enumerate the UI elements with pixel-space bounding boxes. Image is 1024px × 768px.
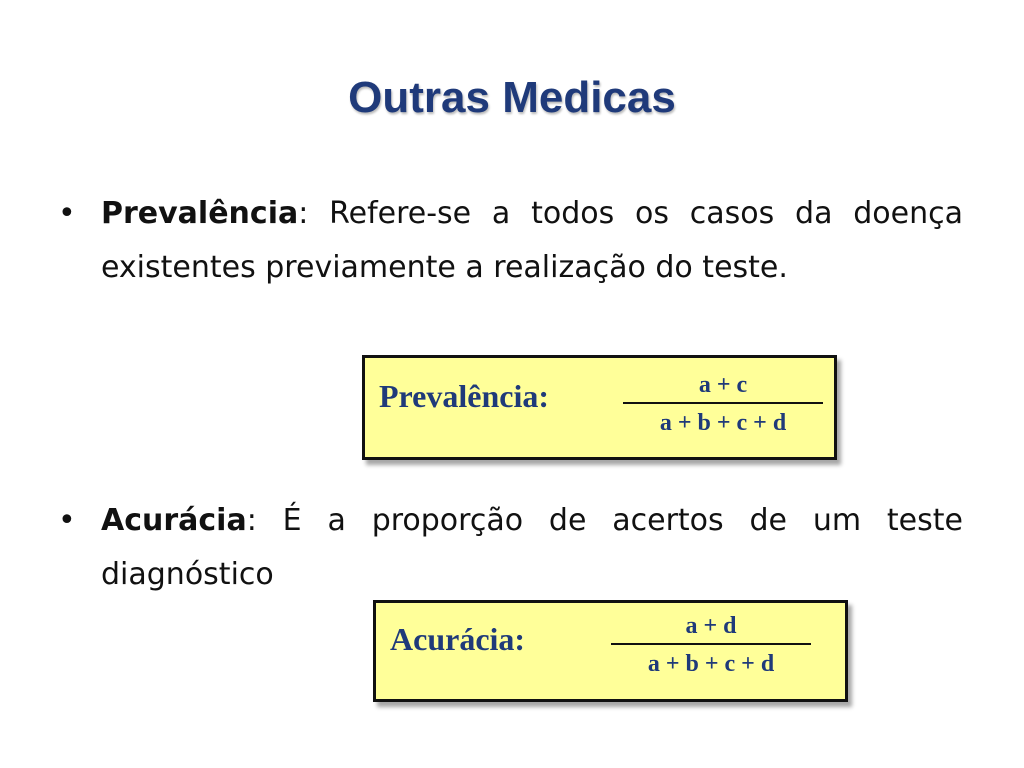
bullet-text [101, 494, 963, 602]
formula-denominator: a + b + c + d [659, 410, 787, 436]
bullet-text [101, 187, 963, 295]
formula-numerator: a + d [685, 613, 737, 639]
formula-label: Prevalência: [379, 378, 550, 414]
formula-fraction [611, 611, 811, 679]
bullet-description: Refere-se a todos os casos da doença existentes previamente a realização do teste. [101, 196, 963, 285]
bullet-term: Prevalência [101, 196, 299, 231]
formula-label: Acurácia: [390, 621, 526, 657]
prevalence-formula-box [362, 355, 837, 460]
fraction-bar [611, 643, 811, 645]
bullet-separator: : [246, 503, 283, 538]
formula-denominator: a + b + c + d [647, 651, 775, 677]
bullet-term: Acurácia [101, 503, 247, 538]
bullet-acuracia [58, 494, 963, 602]
bullet-dot: • [58, 196, 76, 231]
bullet-description: É a proporção de acertos de um teste diagnóstico [101, 503, 963, 592]
accuracy-formula-box [373, 600, 848, 702]
formula-numerator: a + c [698, 372, 748, 398]
bullet-prevalencia [58, 187, 963, 295]
fraction-bar [623, 402, 823, 404]
slide-title: Outras Medicas [348, 73, 676, 122]
bullet-separator: : [298, 196, 330, 231]
formula-fraction [623, 370, 823, 438]
bullet-dot: • [58, 503, 76, 538]
